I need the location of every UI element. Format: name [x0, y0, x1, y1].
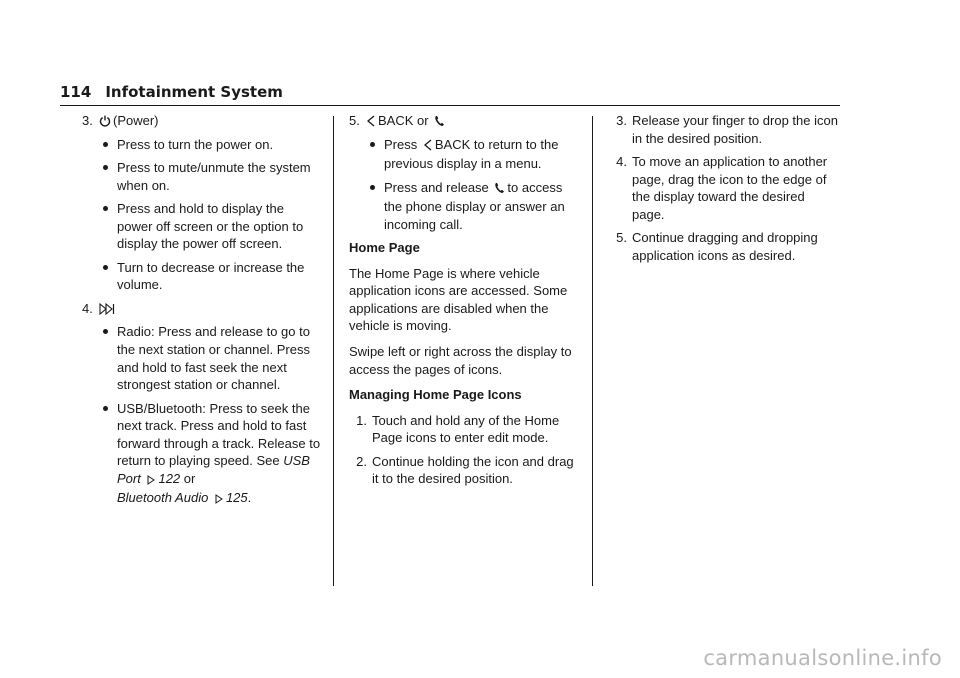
page-ref: 125	[225, 490, 248, 506]
paragraph: The Home Page is where vehicle application icons are accessed. Some applications are disabled when the vehicle is moving.	[349, 265, 568, 334]
seek-next-icon	[99, 302, 115, 320]
list-item: Turn to decrease or increase the volume.	[102, 259, 322, 294]
watermark: carmanualsonline.info	[703, 645, 942, 670]
usb-port-link[interactable]: USB Port	[117, 453, 310, 486]
page-ref: 122	[158, 470, 181, 486]
managing-steps-list	[349, 412, 579, 488]
list-item: 3. Release your finger to drop the icon in the desired position.	[616, 113, 838, 146]
section-heading-managing-icons: Managing Home Page Icons	[349, 387, 522, 403]
list-item: 4. To move an application to another page, drag the icon to the edge of the display toward the desired page.	[616, 154, 828, 222]
column-3	[609, 112, 839, 270]
seek-bullet-list	[102, 323, 322, 508]
step-label: (Power)	[113, 113, 159, 128]
bluetooth-audio-link[interactable]: Bluetooth Audio	[117, 490, 209, 506]
column-divider	[592, 116, 593, 586]
managing-steps-list-continued	[609, 112, 839, 264]
column-divider	[333, 116, 334, 586]
step-number: 4.	[82, 300, 93, 316]
column-2	[349, 112, 579, 494]
list-item: USB/Bluetooth: Press to seek the next track. Press and hold to fast forward through a track. Release to return to playing speed. See USB Port 122 or Bluetooth Audio 125.	[102, 400, 322, 509]
list-item: Press to turn the power on.	[102, 136, 322, 154]
paragraph: Swipe left or right across the display to access the pages of icons.	[349, 344, 572, 377]
page-reference-icon	[214, 491, 224, 509]
step-4-seek	[82, 300, 322, 320]
list-item: Radio: Press and release to go to the next station or channel. Press and hold to fast seek the next strongest station or channel.	[102, 323, 322, 393]
page-number: 114	[60, 82, 92, 101]
list-item: 1. Touch and hold any of the Home Page icons to enter edit mode.	[356, 412, 560, 446]
column-1	[82, 112, 322, 515]
section-heading-home-page: Home Page	[349, 240, 420, 256]
power-bullet-list	[102, 136, 322, 294]
power-icon	[99, 114, 111, 132]
back-phone-bullet-list	[369, 136, 579, 234]
list-item: 2. Continue holding the icon and drag it to the desired position.	[356, 453, 574, 487]
section-title: Infotainment System	[105, 82, 283, 101]
list-item: Press and release to access the phone display or answer an incoming call.	[369, 179, 579, 234]
list-item: 5. Continue dragging and dropping application icons as desired.	[616, 230, 818, 263]
step-number: 3.	[82, 113, 93, 128]
phone-icon	[494, 181, 505, 199]
page-header	[60, 82, 840, 106]
back-chevron-icon	[366, 114, 376, 132]
step-5-back-phone: 5. BACK or	[349, 112, 579, 132]
list-item: Press and hold to display the power off screen or the option to display the power off screen.	[102, 200, 322, 253]
step-3-power	[82, 112, 322, 132]
phone-icon	[434, 114, 445, 132]
list-item: Press to mute/unmute the system when on.	[102, 159, 322, 194]
step-number: 5.	[349, 113, 360, 128]
list-item: Press BACK to return to the previous display in a menu.	[369, 136, 579, 173]
page-reference-icon	[146, 472, 156, 490]
back-chevron-icon	[423, 138, 433, 156]
